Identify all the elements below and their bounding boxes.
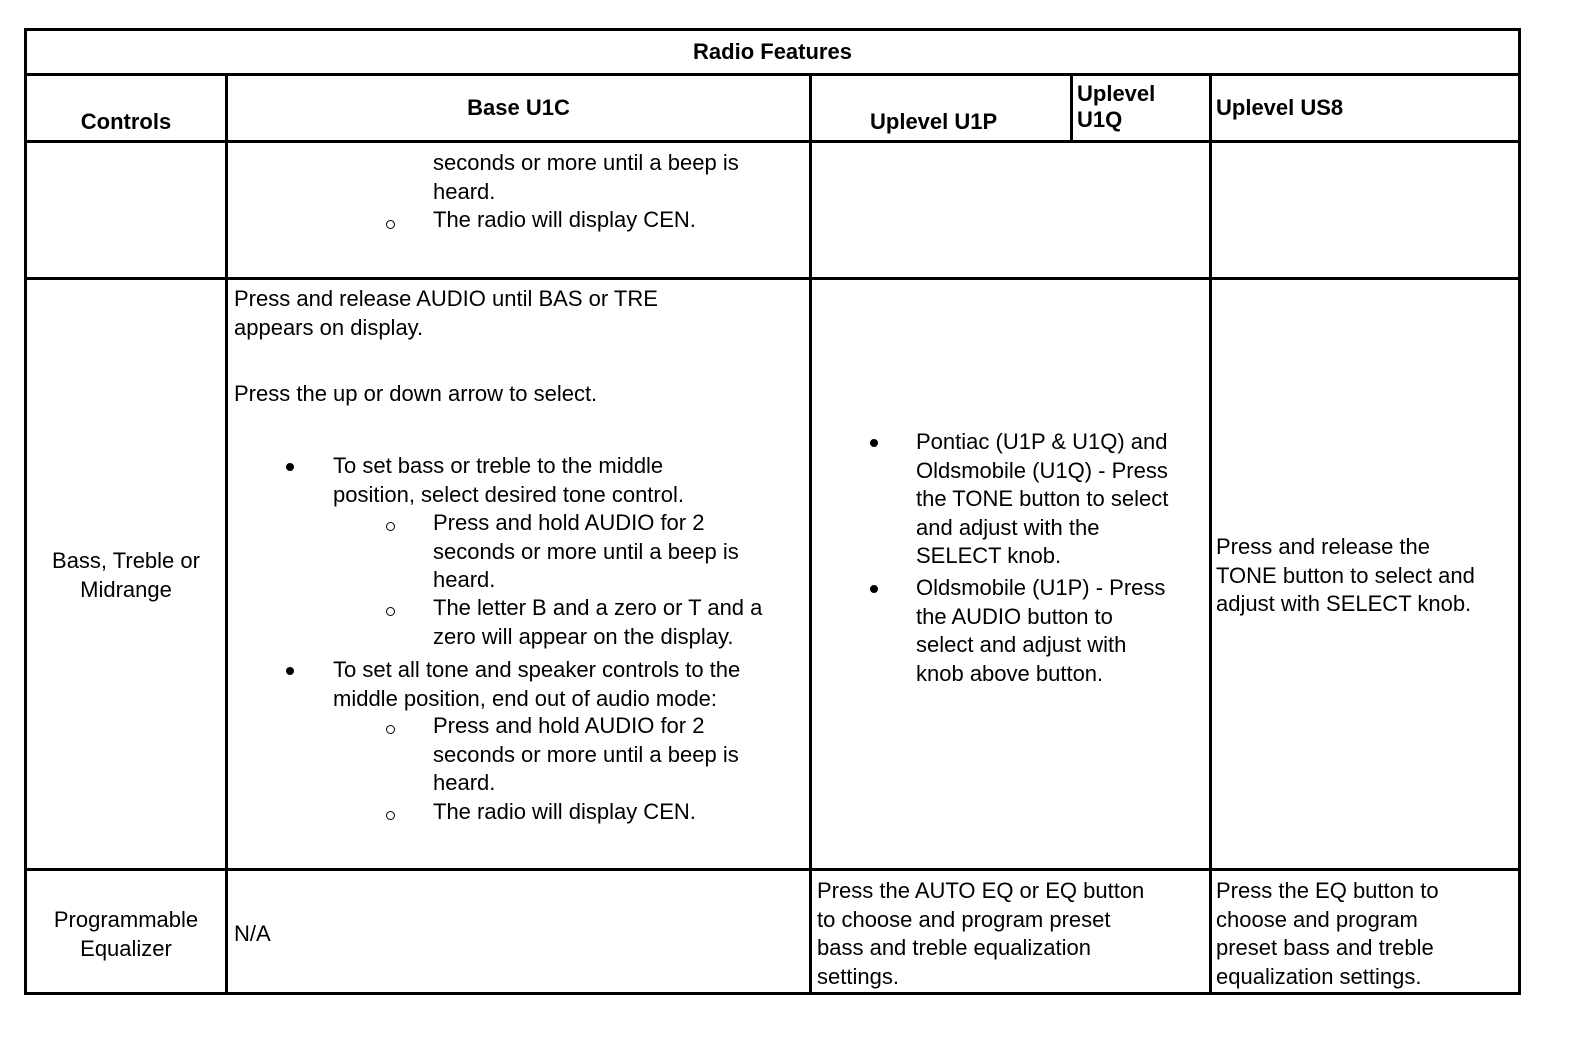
bullet-icon [286, 667, 294, 675]
uplevel-bullet-1 [916, 428, 1168, 571]
divider [225, 73, 228, 992]
text-line: select and adjust with [916, 632, 1127, 657]
text-line: the TONE button to select [916, 486, 1169, 511]
divider [1209, 73, 1212, 992]
text-line: choose and program [1216, 906, 1418, 932]
us8-bass-treble [1216, 533, 1475, 619]
text-line: Press and hold AUDIO for 2 [433, 510, 705, 535]
base-bullet-1-sub-2 [433, 594, 762, 651]
text-line: to choose and program preset [817, 906, 1111, 932]
text-line: heard. [433, 567, 496, 592]
text-line: TONE button to select and [1216, 562, 1475, 588]
bullet-icon [870, 439, 878, 447]
header-uplevel-u1q [1077, 81, 1155, 133]
bullet-icon [286, 463, 294, 471]
base-paragraph-2: Press the up or down arrow to select. [234, 381, 598, 406]
base-bullet-1-sub-1 [433, 509, 739, 595]
header-uplevel-u1q-line2: U1Q [1077, 107, 1123, 132]
continued-sub-item: The radio will display CEN. [433, 207, 696, 232]
header-base-u1c: Base U1C [467, 95, 570, 120]
control-programmable-equalizer [27, 906, 225, 963]
text-line: Press and release the [1216, 534, 1431, 559]
header-uplevel-us8: Uplevel US8 [1216, 95, 1344, 120]
text-line: appears on display. [234, 314, 424, 340]
continued-line: heard. [433, 178, 496, 204]
text-line: The letter B and a zero or T and a [433, 595, 763, 620]
circle-bullet-icon [386, 522, 395, 531]
divider [27, 73, 1518, 76]
text-line: equalization settings. [1216, 963, 1422, 989]
divider [1070, 73, 1073, 143]
control-label-line: Bass, Treble or [52, 548, 200, 573]
circle-bullet-icon [386, 220, 395, 229]
control-bass-treble-midrange [27, 547, 225, 604]
text-line: SELECT knob. [916, 543, 1062, 568]
text-line: adjust with SELECT knob. [1216, 591, 1472, 616]
divider [809, 73, 812, 992]
base-bullet-2-sub-1 [433, 712, 739, 798]
base-bullet-1 [333, 452, 684, 509]
text-line: bass and treble equalization [817, 935, 1091, 960]
table-title: Radio Features [693, 39, 852, 64]
text-line: settings. [817, 963, 899, 989]
text-line: Press and hold AUDIO for 2 [433, 713, 705, 738]
text-line: heard. [433, 770, 496, 795]
text-line: To set bass or treble to the middle [333, 453, 664, 478]
continued-line: seconds or more until a beep is [433, 150, 739, 175]
radio-features-table [24, 28, 1521, 995]
text-line: Oldsmobile (U1Q) - Press [916, 457, 1168, 483]
text-line: middle position, end out of audio mode: [333, 685, 718, 711]
uplevel-bullet-2 [916, 574, 1165, 688]
text-line: and adjust with the [916, 514, 1100, 540]
text-line: seconds or more until a beep is [433, 741, 739, 767]
continued-text [433, 149, 739, 206]
text-line: To set all tone and speaker controls to the [333, 657, 741, 682]
control-label-line: Midrange [80, 576, 172, 602]
header-uplevel-u1q-line1: Uplevel [1077, 81, 1156, 106]
text-line: Press the EQ button to [1216, 878, 1439, 903]
text-line: seconds or more until a beep is [433, 538, 739, 564]
header-controls: Controls [80, 109, 172, 134]
bullet-icon [870, 585, 878, 593]
text-line: the AUDIO button to [916, 603, 1113, 629]
control-label-line: Programmable [53, 907, 199, 932]
header-uplevel-u1p: Uplevel U1P [870, 109, 998, 134]
text-line: knob above button. [916, 660, 1104, 686]
circle-bullet-icon [386, 607, 395, 616]
divider [27, 140, 1518, 143]
text-line: Oldsmobile (U1P) - Press [916, 575, 1166, 600]
us8-eq [1216, 877, 1439, 991]
text-line: Press and release AUDIO until BAS or TRE [234, 286, 658, 311]
control-label-line: Equalizer [80, 935, 172, 961]
text-line: Press the AUTO EQ or EQ button [817, 878, 1145, 903]
uplevel-eq [817, 877, 1144, 991]
divider [27, 868, 1518, 871]
divider [27, 277, 1518, 280]
base-bullet-2-sub-2: The radio will display CEN. [433, 799, 696, 824]
circle-bullet-icon [386, 725, 395, 734]
text-line: zero will appear on the display. [433, 623, 734, 649]
text-line: preset bass and treble [1216, 935, 1434, 960]
text-line: position, select desired tone control. [333, 481, 684, 507]
base-eq-na: N/A [234, 921, 271, 946]
base-bullet-2 [333, 656, 740, 713]
circle-bullet-icon [386, 811, 395, 820]
base-paragraph-1 [234, 285, 658, 342]
text-line: Pontiac (U1P & U1Q) and [916, 429, 1168, 454]
